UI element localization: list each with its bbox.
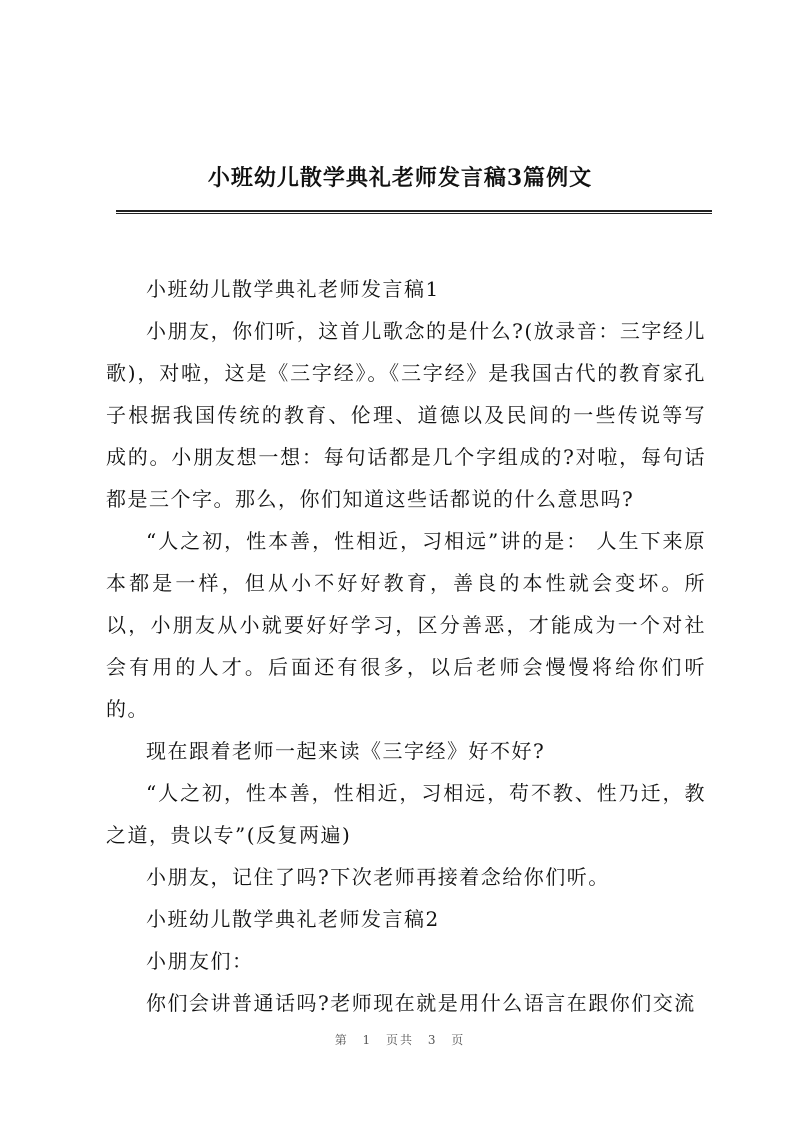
paragraph: 小朋友，你们听，这首儿歌念的是什么?(放录音：三字经儿歌)，对啦，这是《三字经》。《三字经》是我国古代的教育家孔子根据我国传统的教育、伦理、道德以及民间的一些传说等写成的。小朋友想一想：每句话都是几个字组成的?对啦，每句话都是三个字。那么，你们知道这些话都说的什么意思吗?	[106, 319, 706, 511]
paragraph: “人之初，性本善，性相近，习相远，苟不教、性乃迁，教之道，贵以专”(反复两遍)	[106, 781, 706, 847]
section-heading-1: 小班幼儿散学典礼老师发言稿1	[146, 277, 440, 301]
paragraph: 现在跟着老师一起来读《三字经》好不好?	[146, 739, 546, 763]
document-body	[106, 268, 706, 1024]
document-title: 小班幼儿散学典礼老师发言稿3篇例文	[207, 165, 593, 191]
section-heading-2: 小班幼儿散学典礼老师发言稿2	[146, 907, 440, 931]
paragraph: 小朋友，记住了吗?下次老师再接着念给你们听。	[146, 865, 610, 889]
paragraph: “人之初，性本善，性相近，习相远”讲的是： 人生下来原本都是一样，但从小不好好教育，善良的本性就会变坏。所以，小朋友从小就要好好学习，区分善恶，才能成为一个对社会有用的人才。后面还有很多，以后老师会慢慢将给你们听的。	[106, 529, 706, 721]
title-divider	[116, 210, 712, 214]
page-number: 第 1 页共 3 页	[334, 1033, 466, 1047]
paragraph: 你们会讲普通话吗?老师现在就是用什么语言在跟你们交流	[146, 991, 696, 1015]
paragraph: 小朋友们：	[146, 949, 254, 973]
